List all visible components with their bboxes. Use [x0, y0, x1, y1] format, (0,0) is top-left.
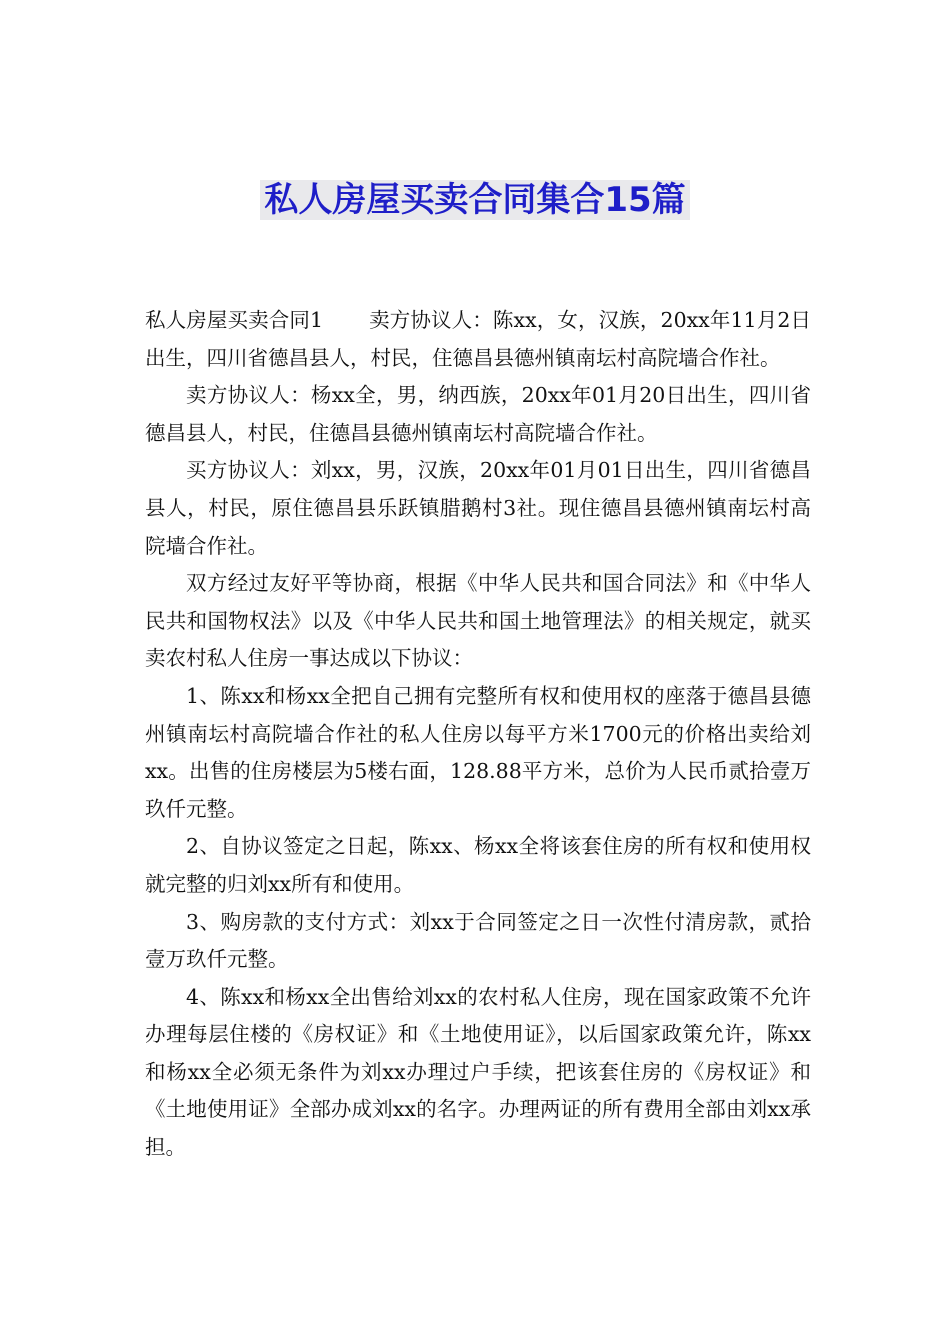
contract-heading: 私人房屋买卖合同1 — [145, 308, 324, 332]
paragraph-3: 买方协议人：刘xx，男，汉族，20xx年01月01日出生，四川省德昌县人，村民，原住德昌县乐跃镇腊鹅村3社。现住德昌县德州镇南坛村高院墙合作社。 — [145, 458, 811, 558]
paragraph-1 — [145, 302, 811, 377]
paragraph-5: 1、陈xx和杨xx全把自己拥有完整所有权和使用权的座落于德昌县德州镇南坛村高院墙合作社的私人住房以每平方米1700元的价格出卖给刘xx。出售的住房楼层为5楼右面，128.88平方米，总价为人民币贰拾壹万玖仟元整。 — [145, 683, 811, 821]
paragraph-7: 3、购房款的支付方式：刘xx于合同签定之日一次性付清房款，贰拾壹万玖仟元整。 — [145, 909, 811, 972]
paragraph-1-text: 卖方协议人：陈xx，女，汉族，20xx年11月2日出生，四川省德昌县人，村民，住德昌县德州镇南坛村高院墙合作社。 — [145, 308, 811, 370]
document-title-text: 私人房屋买卖合同集合15篇 — [260, 180, 689, 220]
paragraph-8: 4、陈xx和杨xx全出售给刘xx的农村私人住房，现在国家政策不允许办理每层住楼的《房权证》和《土地使用证》，以后国家政策允许，陈xx和杨xx全必须无条件为刘xx办理过户手续，把该套住房的《房权证》和《土地使用证》全部办成刘xx的名字。办理两证的所有费用全部由刘xx承担。 — [145, 984, 811, 1160]
document-body — [145, 302, 811, 1167]
paragraph-2: 卖方协议人：杨xx全，男，纳西族，20xx年01月20日出生，四川省德昌县人，村民，住德昌县德州镇南坛村高院墙合作社。 — [145, 383, 811, 445]
paragraph-6: 2、自协议签定之日起，陈xx、杨xx全将该套住房的所有权和使用权就完整的归刘xx所有和使用。 — [145, 834, 811, 896]
paragraph-4: 双方经过友好平等协商，根据《中华人民共和国合同法》和《中华人民共和国物权法》以及《中华人民共和国土地管理法》的相关规定，就买卖农村私人住房一事达成以下协议： — [145, 571, 811, 671]
document-title — [0, 172, 950, 228]
